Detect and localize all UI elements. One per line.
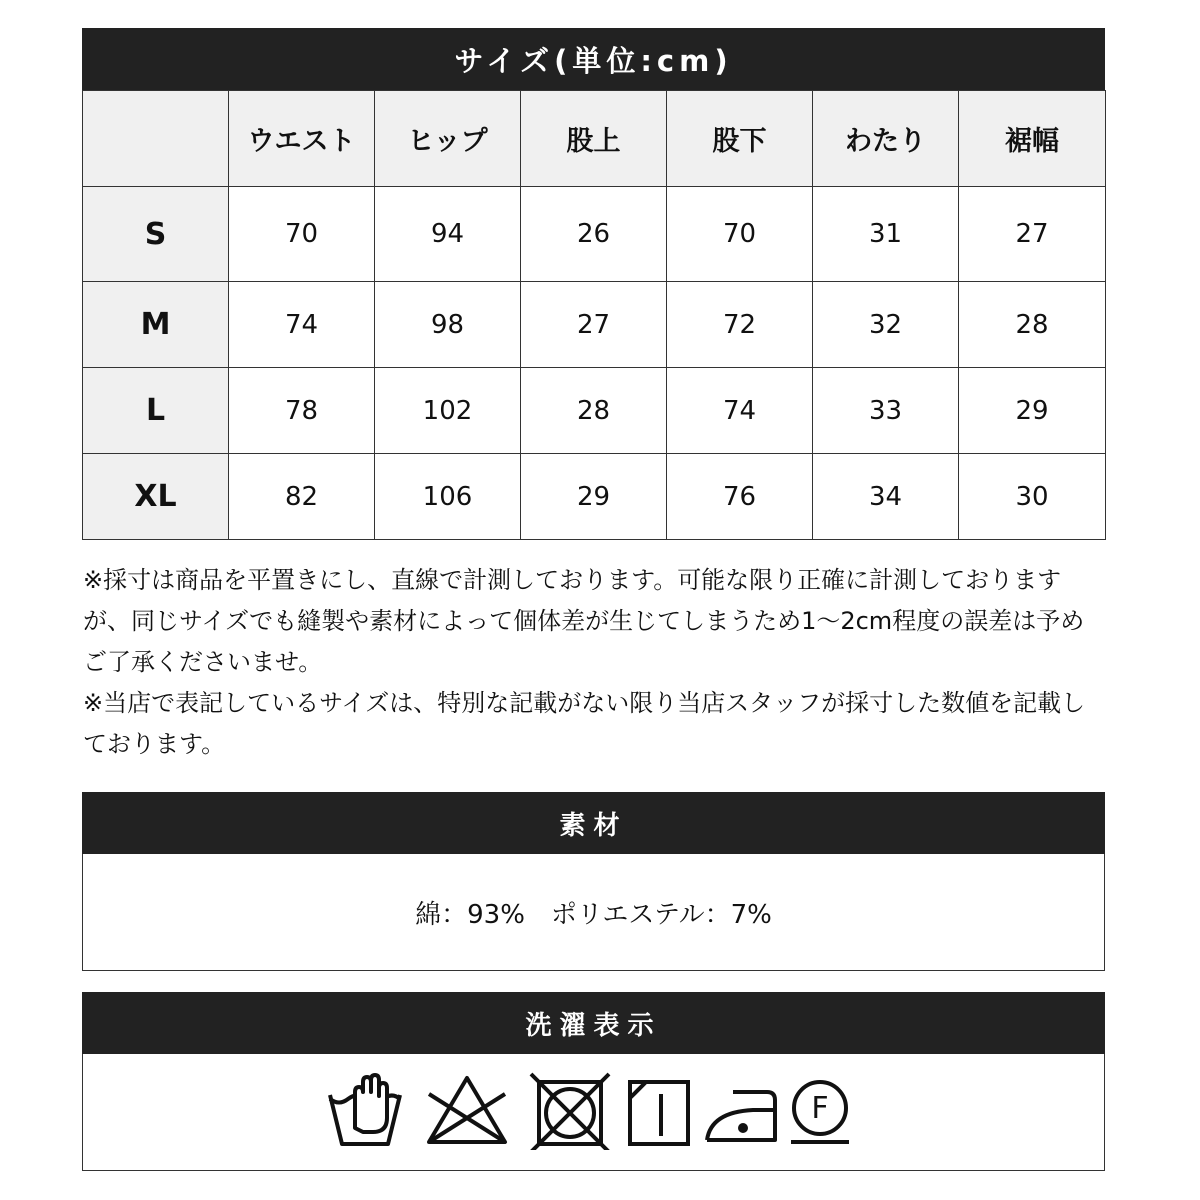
drip-dry-shade-icon bbox=[630, 1082, 688, 1144]
table-cell: 74 bbox=[667, 368, 813, 454]
table-row bbox=[83, 454, 1106, 540]
table-cell: 29 bbox=[521, 454, 667, 540]
table-cell: 94 bbox=[375, 187, 521, 282]
table-cell: 29 bbox=[959, 368, 1106, 454]
no-tumble-dry-icon bbox=[531, 1074, 609, 1150]
table-cell: 32 bbox=[813, 282, 959, 368]
table-header-row bbox=[83, 91, 1106, 187]
size-table bbox=[82, 90, 1106, 540]
column-header: わたり bbox=[813, 91, 959, 187]
table-cell: 72 bbox=[667, 282, 813, 368]
column-header: ウエスト bbox=[229, 91, 375, 187]
row-size-label: XL bbox=[83, 454, 229, 540]
row-size-label: S bbox=[83, 187, 229, 282]
iron-low-icon bbox=[707, 1092, 775, 1140]
table-cell: 28 bbox=[521, 368, 667, 454]
row-size-label: L bbox=[83, 368, 229, 454]
wash-care-header bbox=[82, 992, 1105, 1054]
material-header bbox=[82, 792, 1105, 854]
size-table-header bbox=[82, 28, 1105, 90]
table-cell: 27 bbox=[521, 282, 667, 368]
care-icons bbox=[325, 1070, 855, 1150]
column-header: 股上 bbox=[521, 91, 667, 187]
table-cell: 34 bbox=[813, 454, 959, 540]
hand-wash-icon bbox=[330, 1075, 400, 1144]
note-measurement-method: ※採寸は商品を平置きにし、直線で計測しております。可能な限り正確に計測しておりますが、同じサイズでも縫製や素材によって個体差が生じてしまうため1～2cm程度の誤差は予めご了承くださいませ。 bbox=[83, 566, 1085, 676]
table-cell: 102 bbox=[375, 368, 521, 454]
table-row bbox=[83, 187, 1106, 282]
size-table-title: サイズ(単位:cm) bbox=[454, 43, 733, 78]
row-size-label: M bbox=[83, 282, 229, 368]
table-cell: 70 bbox=[229, 187, 375, 282]
table-cell: 76 bbox=[667, 454, 813, 540]
table-cell: 33 bbox=[813, 368, 959, 454]
table-row bbox=[83, 368, 1106, 454]
measurement-notes bbox=[83, 560, 1103, 765]
note-size-notation: ※当店で表記しているサイズは、特別な記載がない限り当店スタッフが採寸した数値を記載しております。 bbox=[83, 689, 1086, 758]
table-cell: 26 bbox=[521, 187, 667, 282]
dry-clean-letter: F bbox=[811, 1091, 829, 1126]
table-cell: 27 bbox=[959, 187, 1106, 282]
table-cell: 78 bbox=[229, 368, 375, 454]
table-cell: 98 bbox=[375, 282, 521, 368]
material-composition: 綿：93% ポリエステル：7% bbox=[415, 899, 772, 930]
table-cell: 70 bbox=[667, 187, 813, 282]
table-cell: 28 bbox=[959, 282, 1106, 368]
wash-care-title: 洗濯表示 bbox=[525, 1010, 662, 1041]
table-cell: 82 bbox=[229, 454, 375, 540]
table-cell: 31 bbox=[813, 187, 959, 282]
table-cell: 106 bbox=[375, 454, 521, 540]
table-cell: 74 bbox=[229, 282, 375, 368]
material-title: 素材 bbox=[559, 810, 628, 841]
dry-clean-f-icon bbox=[791, 1082, 849, 1142]
table-corner-cell bbox=[83, 91, 229, 187]
table-row bbox=[83, 282, 1106, 368]
material-box bbox=[82, 854, 1105, 971]
table-cell: 30 bbox=[959, 454, 1106, 540]
column-header: ヒップ bbox=[375, 91, 521, 187]
column-header: 股下 bbox=[667, 91, 813, 187]
no-bleach-icon bbox=[429, 1078, 505, 1142]
column-header: 裾幅 bbox=[959, 91, 1106, 187]
